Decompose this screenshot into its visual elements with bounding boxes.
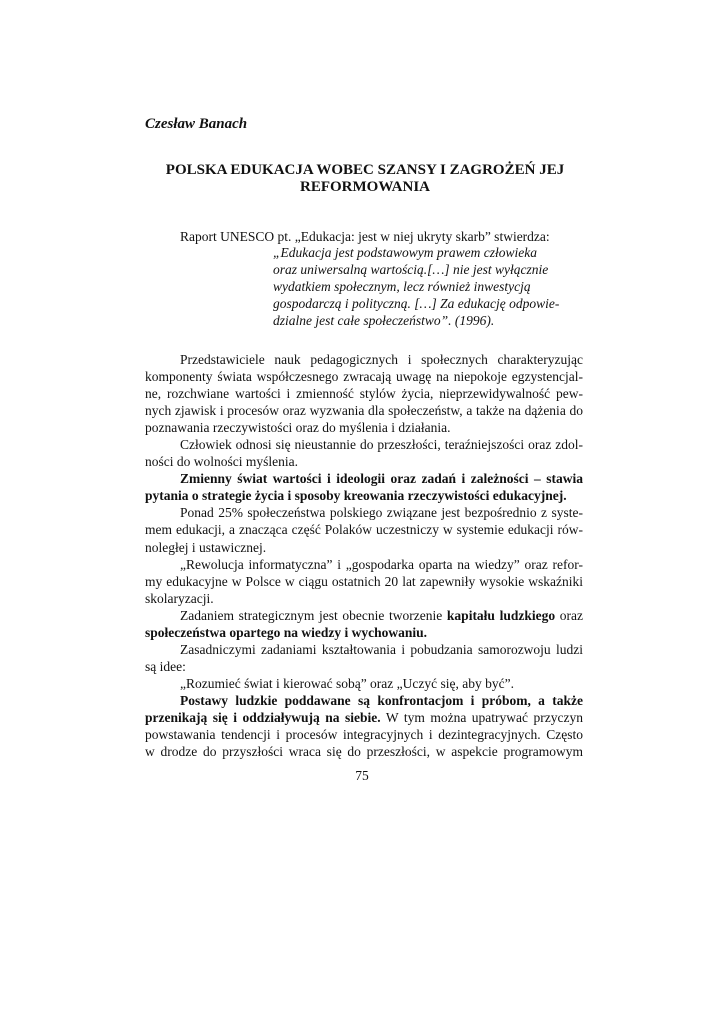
body-line: są idee:: [145, 658, 186, 674]
quote-line: „Edukacja jest podstawowym prawem człowieka: [273, 245, 537, 260]
emphasis-segment: przenikają się i oddziaływują na siebie.: [145, 709, 381, 725]
epigraph-quote: [273, 244, 573, 329]
body-line: Zasadniczymi zadaniami kształtowania i pobudzania samorozwoju ludzi: [180, 641, 583, 657]
body-line: Ponad 25% społeczeństwa polskiego związane jest bezpośrednio z syste-: [180, 505, 583, 521]
body-line: w drodze do przyszłości wraca się do przeszłości, w aspekcie programowym: [145, 744, 583, 760]
body-line: [145, 709, 583, 726]
body-line: powstawania tendencji i procesów integracyjnych i dezintegracyjnych. Często: [145, 727, 583, 743]
body-segment: W tym można upatrywać przyczyn: [385, 709, 583, 725]
emphasis-segment: kapitału ludzkiego: [446, 607, 556, 623]
title-line: REFORMOWANIA: [300, 179, 430, 195]
quote-intro: Raport UNESCO pt. „Edukacja: jest w niej ukryty skarb” stwierdza:: [180, 229, 550, 244]
quote-line: gospodarczą i polityczną. […] Za edukację odpowie-: [273, 296, 560, 311]
quote-line: dzialne jest całe społeczeństwo”. (1996).: [273, 313, 495, 328]
body-line: Przedstawiciele nauk pedagogicznych i społecznych charakteryzując: [180, 352, 583, 367]
body-line: nych zjawisk i procesów oraz wyzwania dla społeczeństw, a także na dążenia do: [145, 403, 583, 419]
body-line: „Rewolucja informatyczna” i „gospodarka oparta na wiedzy” oraz refor-: [180, 556, 583, 572]
body-line: „Rozumieć świat i kierować sobą” oraz „Uczyć się, aby być”.: [180, 675, 514, 691]
body-line: poznawania rzeczywistości oraz do myślenia i działania.: [145, 420, 451, 436]
body-line: mem edukacji, a znacząca część Polaków uczestniczy w systemie edukacji rów-: [145, 522, 583, 538]
body-text: [145, 351, 583, 760]
body-line: Zmienny świat wartości i ideologii oraz zadań i zależności – stawia: [180, 471, 583, 487]
article-title: [145, 162, 585, 196]
body-line: Człowiek odnosi się nieustannie do przeszłości, teraźniejszości oraz zdol-: [180, 437, 583, 453]
body-line: skolaryzacji.: [145, 590, 214, 606]
quote-line: wydatkiem społecznym, lecz również inwestycją: [273, 279, 531, 294]
body-line: my edukacyjne w Polsce w ciągu ostatnich 20 lat zapewniły wysokie wskaźniki: [145, 573, 583, 589]
body-line: noległej i ustawicznej.: [145, 539, 267, 555]
title-line: POLSKA EDUKACJA WOBEC SZANSY I ZAGROŻEŃ JEJ: [165, 162, 565, 178]
author-name: Czesław Banach: [145, 116, 248, 132]
body-segment: Zadaniem strategicznym jest obecnie tworzenie: [180, 607, 443, 623]
body-line: społeczeństwa opartego na wiedzy i wychowaniu.: [145, 624, 427, 640]
body-line: komponenty świata współczesnego zwracają uwagę na niepokoje egzystencjal-: [145, 369, 583, 385]
body-line: ne, rozchwiane wartości i zmienność stylów życia, nieprzewidywalność pew-: [145, 386, 583, 402]
quote-line: oraz uniwersalną wartością.[…] nie jest wyłącznie: [273, 262, 549, 277]
body-segment: oraz: [559, 607, 583, 623]
body-line: [145, 607, 583, 624]
page-number: 75: [355, 768, 369, 783]
body-line: Postawy ludzkie poddawane są konfrontacjom i próbom, a także: [180, 692, 583, 708]
body-line: ności do wolności myślenia.: [145, 454, 298, 470]
body-line: pytania o strategie życia i sposoby kreowania rzeczywistości edukacyjnej.: [145, 488, 567, 504]
